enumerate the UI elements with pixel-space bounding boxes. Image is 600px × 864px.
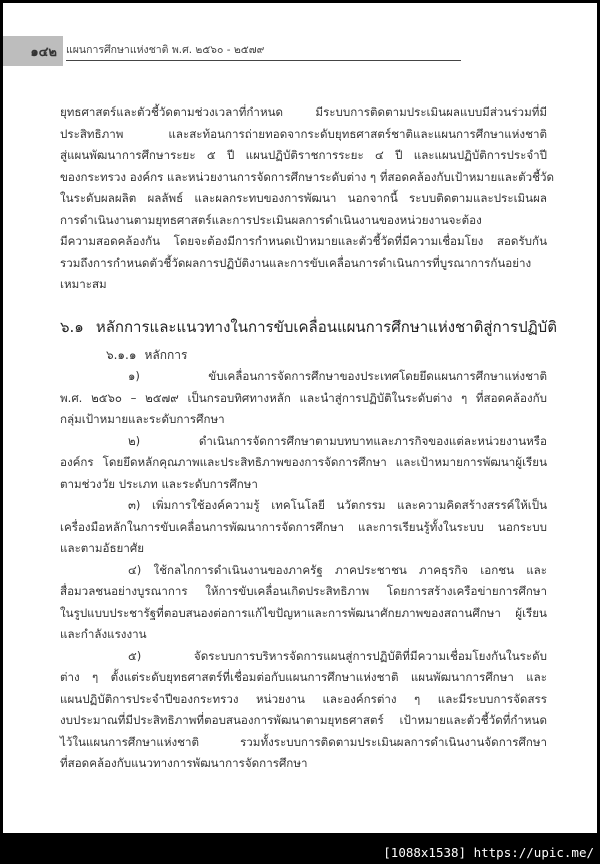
text-line: แผนปฏิบัติการประจำปีของกระทรวง หน่วยงาน และองค์กรต่าง ๆ และมีระบบการจัดสรร <box>60 691 547 706</box>
running-header: แผนการศึกษาแห่งชาติ พ.ศ. ๒๕๖๐ - ๒๕๗๙ <box>66 40 461 61</box>
principle-item-2 <box>60 431 547 496</box>
text-line: ๕) จัดระบบการบริหารจัดการแผนสู่การปฏิบัติที่มีความเชื่อมโยงกันในระดับ <box>128 648 547 663</box>
text-line: ตามช่วงวัย ประเภท และระดับการศึกษา <box>60 476 258 491</box>
image-size-watermark: [1088x1538] https://upic.me/ <box>383 845 594 860</box>
text-line: ๑) ขับเคลื่อนการจัดการศึกษาของประเทศโดยยึดแผนการศึกษาแห่งชาติ <box>128 369 547 383</box>
document-page <box>3 3 597 833</box>
principle-item-1 <box>60 366 547 431</box>
text-line: การดำเนินงานตามยุทธศาสตร์และการประเมินผลการดำเนินงานของหน่วยงานจะต้อง <box>60 212 482 227</box>
subsection-heading <box>106 346 187 365</box>
page-number-box <box>3 36 63 66</box>
text-line: ต่าง ๆ ตั้งแต่ระดับยุทธศาสตร์ที่เชื่อมต่อกับแผนการศึกษาแห่งชาติ แผนพัฒนาการศึกษา และ <box>60 670 547 684</box>
text-line: ของกระทรวง องค์กร และหน่วยงานการจัดการศึกษาระดับต่าง ๆ ที่สอดคล้องกับเป้าหมายและตัวชี้วัด <box>60 169 555 184</box>
page-number: ๑๔๒ <box>30 44 57 60</box>
text-line: งบประมาณที่มีประสิทธิภาพที่ตอบสนองการพัฒนาตามยุทธศาสตร์ เป้าหมายและตัวชี้วัดที่กำหนด <box>60 713 547 727</box>
text-line: ๒) ดำเนินการจัดการศึกษาตามบทบาทและภารกิจของแต่ละหน่วยงานหรือ <box>128 433 547 448</box>
text-line: กลุ่มเป้าหมายและระดับการศึกษา <box>60 412 225 426</box>
subsection-number: ๖.๑.๑ <box>106 348 137 362</box>
text-line: ๓) เพิ่มการใช้องค์ความรู้ เทคโนโลยี นวัตกรรม และความคิดสร้างสรรค์ให้เป็น <box>128 498 547 512</box>
text-line: พ.ศ. ๒๕๖๐ – ๒๕๗๙ เป็นกรอบทิศทางหลัก และนำสู่การปฏิบัติในระดับต่าง ๆ ที่สอดคล้องกับ <box>60 390 547 405</box>
text-line: ประสิทธิภาพ และสะท้อนการถ่ายทอดจากระดับยุทธศาสตร์ชาติและแผนการศึกษาแห่งชาติ <box>60 126 547 141</box>
text-line: ไว้ในแผนการศึกษาแห่งชาติ รวมทั้งระบบการติดตามประเมินผลการดำเนินงานจัดการศึกษา <box>60 734 547 749</box>
text-line: ในรูปแบบประชารัฐที่ตอบสนองต่อการแก้ไขปัญหาและการพัฒนาศักยภาพของสถานศึกษา ผู้เรียน <box>60 605 547 620</box>
subsection-title: หลักการ <box>144 348 188 362</box>
intro-paragraph <box>60 102 555 296</box>
text-line: เหมาะสม <box>60 277 107 291</box>
principles-list <box>60 366 547 775</box>
text-line: รวมถึงการกำหนดตัวชี้วัดผลการปฏิบัติงานและการขับเคลื่อนการดำเนินการที่บูรณาการกันอย่าง <box>60 255 532 270</box>
text-line: ๔) ใช้กลไกการดำเนินงานของภาครัฐ ภาคประชาชน ภาคธุรกิจ เอกชน และ <box>128 562 547 577</box>
text-line: มีความสอดคล้องกัน โดยจะต้องมีการกำหนดเป้าหมายและตัวชี้วัดที่มีความเชื่อมโยง สอดรับกัน <box>60 234 547 248</box>
text-line: สู่แผนพัฒนาการศึกษาระยะ ๕ ปี แผนปฏิบัติราชการระยะ ๔ ปี และแผนปฏิบัติการประจำปี <box>60 148 547 162</box>
text-line: เครื่องมือหลักในการขับเคลื่อนการพัฒนาการจัดการศึกษา และการเรียนรู้ทั้งในระบบ นอกระบบ <box>60 519 547 534</box>
principle-item-4 <box>60 560 547 646</box>
text-line: องค์กร โดยยึดหลักคุณภาพและประสิทธิภาพของการจัดการศึกษา และเป้าหมายการพัฒนาผู้เรียน <box>60 455 547 469</box>
section-heading <box>60 315 557 339</box>
principle-item-3 <box>60 495 547 560</box>
section-title: หลักการและแนวทางในการขับเคลื่อนแผนการศึกษาแห่งชาติสู่การปฏิบัติ <box>95 318 557 336</box>
text-line: ที่สอดคล้องกับแนวทางการพัฒนาการจัดการศึกษา <box>60 756 308 770</box>
text-line: และกำลังแรงงาน <box>60 627 147 641</box>
text-line: ยุทธศาสตร์และตัวชี้วัดตามช่วงเวลาที่กำหนด มีระบบการติดตามประเมินผลแบบมีส่วนร่วมที่มี <box>60 105 547 119</box>
text-line: สื่อมวลชนอย่างบูรณาการ ให้การขับเคลื่อนเกิดประสิทธิภาพ โดยการสร้างเครือข่ายการศึกษา <box>60 584 547 598</box>
text-line: และตามอัธยาศัย <box>60 541 144 555</box>
text-line: ในระดับผลผลิต ผลลัพธ์ และผลกระทบของการพัฒนา นอกจากนี้ ระบบติดตามและประเมินผล <box>60 191 547 205</box>
section-number: ๖.๑ <box>60 318 84 336</box>
principle-item-5 <box>60 646 547 775</box>
